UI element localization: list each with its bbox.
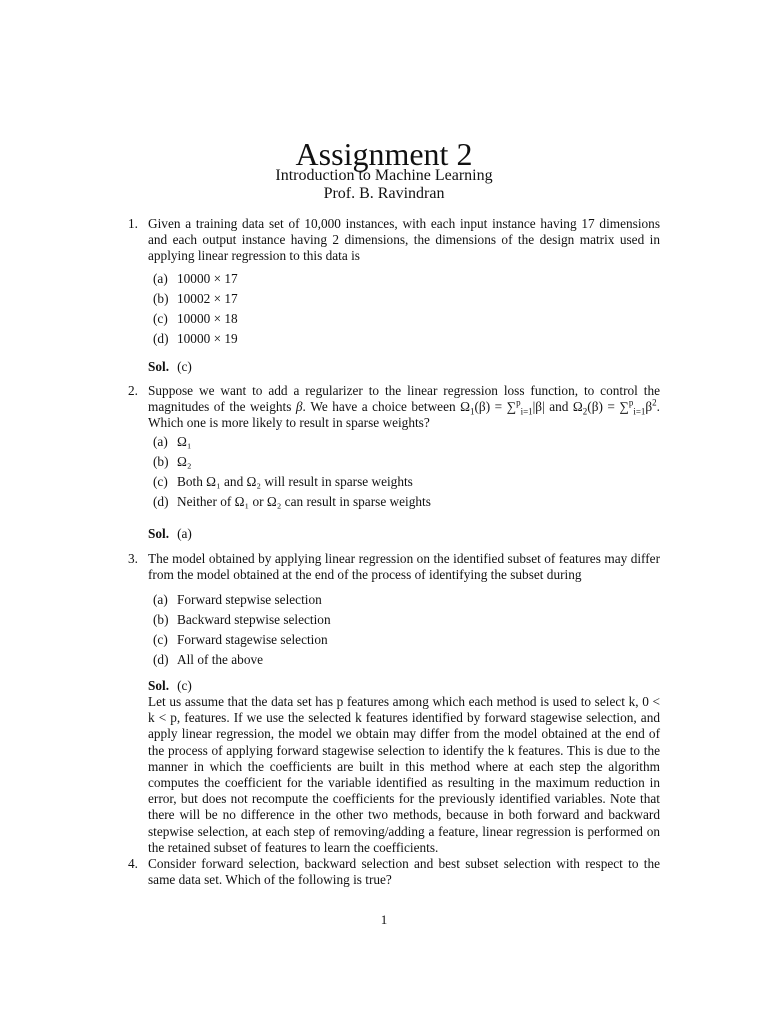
solution-3 (148, 678, 192, 694)
option-d: (d) Neither of Ω₁ or Ω₂ can result in sparse weights (153, 494, 431, 509)
question-number: 3. (128, 551, 138, 566)
option-c: (c) Forward stagewise selection (153, 632, 328, 647)
instructor-name: Prof. B. Ravindran (323, 185, 445, 202)
option-b: (b) Backward stepwise selection (153, 612, 331, 627)
question-text: Consider forward selection, backward selection and best subset selection with respect to the same data set. Which of the following is true? (148, 856, 660, 887)
solution-label: Sol. (148, 526, 170, 541)
question-number: 2. (128, 383, 138, 398)
option-a: (a) 10000 × 17 (153, 271, 238, 286)
question-text: The model obtained by applying linear regression on the identified subset of features may differ from the model obtained at the end of the process of identifying the subset during (148, 551, 660, 582)
solution-explanation: Let us assume that the data set has p features among which each method is used to select k, 0 < k < p, features. If we use the selected k features identified by forward stagewise selection, and apply linear regression, the model we obtain may differ from the model obtained at the end of the process of applying forward stagewise selection to identify the k features. This is due to the manner in which the coefficients are built in this method where at each step the algorithm computes the coefficient for the variable identified as resulting in the maximum reduction in error, but does not recompute the coefficients for the previously identified variables. Note that there will be no difference in the other two methods, because in both forward and backward stepwise selection, at each step of removing/adding a feature, linear regression is performed on the retained subset of features to learn the coefficients. (148, 694, 660, 855)
option-d: (d) 10000 × 19 (153, 331, 238, 346)
solution-value: (a) (177, 526, 192, 541)
question-3 (128, 551, 660, 583)
option-d: (d) All of the above (153, 652, 264, 667)
solution-2 (148, 526, 192, 542)
solution-label: Sol. (148, 678, 170, 693)
question-1 (128, 216, 660, 264)
question-text: Suppose we want to add a regularizer to the linear regression loss function, to control the magnitudes of the weights β. We have a choice between $\Omega_1(\beta) = \sum^p_{i=1}|\beta|$ and $\Omega_2(\beta) = \sum^p_{i=1}\beta^2$. Which one is more likely to result in sparse weights? (148, 383, 660, 430)
option-b: (b) 10002 × 17 (153, 291, 238, 306)
solution-value: (c) (177, 678, 192, 693)
option-a: (a) Forward stepwise selection (153, 592, 322, 607)
solution-1 (148, 359, 192, 375)
solution-value: (c) (177, 359, 192, 374)
question-4 (128, 856, 660, 888)
page-number: 1 (380, 912, 388, 927)
course-name: Introduction to Machine Learning (275, 167, 493, 184)
option-b: (b) Ω₂ (153, 454, 192, 469)
option-c: (c) Both Ω₁ and Ω₂ will result in sparse weights (153, 474, 413, 489)
document-title: Assignment 2 (295, 136, 473, 172)
question-text: Given a training data set of 10,000 instances, with each input instance having 17 dimensions and each output instance having 2 dimensions, the dimensions of the design matrix used in applying linear regression to this data is (148, 216, 660, 263)
solution-label: Sol. (148, 359, 170, 374)
question-number: 1. (128, 216, 138, 231)
option-a: (a) Ω₁ (153, 434, 192, 449)
question-2 (128, 383, 660, 431)
option-c: (c) 10000 × 18 (153, 311, 238, 326)
question-number: 4. (128, 856, 138, 871)
